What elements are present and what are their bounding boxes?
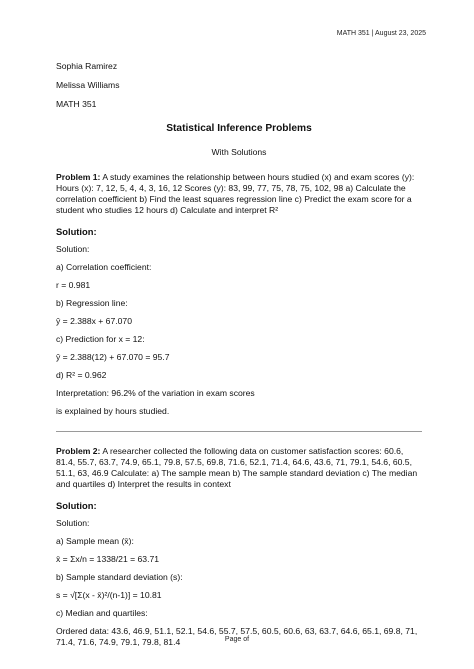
solution-line: ŷ = 2.388(12) + 67.070 = 95.7 bbox=[56, 352, 170, 362]
page-content bbox=[56, 61, 422, 655]
solution-line: ŷ = 2.388x + 67.070 bbox=[56, 316, 132, 326]
solution-line: Ordered data: 43.6, 46.9, 51.1, 52.1, 54.6, 55.7, 57.5, 60.5, 60.6, 63, 63.7, 64.6, 65.1, 69.8, 71, 71.4, 71.6, 74.9, 79.1, 79.8, 81.4 bbox=[56, 626, 418, 647]
problem-1-statement bbox=[56, 172, 422, 216]
solution-line: x̄ = Σx/n = 1338/21 = 63.71 bbox=[56, 554, 160, 564]
solution-line: b) Regression line: bbox=[56, 298, 128, 308]
document-subtitle: With Solutions bbox=[211, 147, 267, 157]
solution-line: Solution: bbox=[56, 518, 90, 528]
solution-line: r = 0.981 bbox=[56, 280, 91, 290]
solution-line: d) R² = 0.962 bbox=[56, 370, 107, 380]
page-footer: Page of bbox=[224, 636, 250, 643]
solution-line: a) Correlation coefficient: bbox=[56, 262, 152, 272]
solution-line: a) Sample mean (x̄): bbox=[56, 536, 134, 546]
problem-1-solution-heading: Solution: bbox=[56, 226, 97, 237]
solution-line: b) Sample standard deviation (s): bbox=[56, 572, 183, 582]
course-line: MATH 351 bbox=[56, 99, 97, 109]
problem-2-solution bbox=[56, 518, 422, 648]
problem-2-label: Problem 2: bbox=[56, 446, 101, 456]
problem-2-statement bbox=[56, 446, 422, 490]
document-title: Statistical Inference Problems bbox=[166, 123, 312, 134]
solution-line: Interpretation: 96.2% of the variation in exam scores bbox=[56, 388, 255, 398]
problem-2-text: A researcher collected the following data on customer satisfaction scores: 60.6, 81.4, 55.7, 63.7, 74.9, 65.1, 79.8, 57.5, 69.8, 71.6, 52.1, 71.4, 64.6, 43.6, 71, 79.1, 54.6, 60.5, 51.1, 63, 46.9 Calculate: a) The sample mean b) The sample standard deviation c) The median and quartiles d) Interpret the results in context bbox=[56, 446, 418, 489]
section-divider bbox=[56, 431, 422, 432]
problem-2-solution-heading: Solution: bbox=[56, 500, 97, 511]
solution-line: s = √[Σ(x - x̄)²/(n-1)] = 10.81 bbox=[56, 590, 162, 600]
solution-line: c) Prediction for x = 12: bbox=[56, 334, 145, 344]
problem-1-solution bbox=[56, 244, 422, 417]
author-line-1: Sophia Ramirez bbox=[56, 61, 118, 71]
page-header: MATH 351 | August 23, 2025 bbox=[336, 30, 426, 37]
problem-1-label: Problem 1: bbox=[56, 172, 101, 182]
solution-line: is explained by hours studied. bbox=[56, 406, 170, 416]
problem-1-text: A study examines the relationship between hours studied (x) and exam scores (y): Hours (x): 7, 12, 5, 4, 4, 3, 16, 12 Scores (y): 83, 99, 77, 75, 78, 75, 102, 98 a) Calculate the correlation coefficient b) Find the least squares regression line c) Predict the exam score for a student who studies 12 hours d) Calculate and interpret R² bbox=[56, 172, 415, 215]
author-line-2: Melissa Williams bbox=[56, 80, 120, 90]
solution-line: c) Median and quartiles: bbox=[56, 608, 148, 618]
solution-line: Solution: bbox=[56, 244, 90, 254]
